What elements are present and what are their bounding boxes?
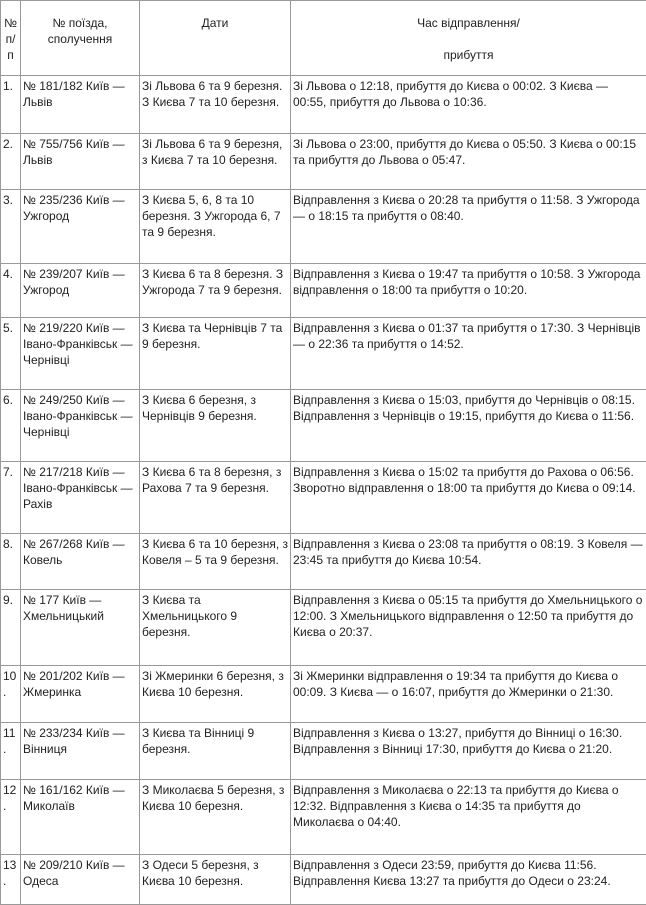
row-time: Відправлення з Києва о 13:27, прибуття до Вінниці о 16:30. Відправлення з Вінниці 17:30, прибуття до Києва о 21:20.: [291, 723, 646, 780]
row-number: 7.: [1, 462, 21, 534]
table-row: [1, 666, 646, 723]
table-row: [1, 190, 646, 264]
row-number: 13.: [1, 855, 21, 905]
header-time-line1: Час відправлення/: [417, 16, 520, 30]
table-row: [1, 462, 646, 534]
row-time: Відправлення з Одеси 23:59, прибуття до Києва 11:56. Відправлення Києва 13:27 та прибуття до Одеси о 23:24.: [291, 855, 646, 905]
row-number: 2.: [1, 134, 21, 190]
table-row: [1, 534, 646, 590]
row-dates: З Києва та Хмельницького 9 березня.: [140, 590, 291, 666]
row-dates: З Києва та Чернівців 7 та 9 березня.: [140, 318, 291, 390]
row-dates: Зі Львова 6 та 9 березня, з Києва 7 та 10 березня.: [140, 134, 291, 190]
row-dates: З Києва 6 та 8 березня, з Рахова 7 та 9 березня.: [140, 462, 291, 534]
row-time: Відправлення з Києва о 15:02 та прибуття до Рахова о 06:56. Зворотно відправлення о 18:00 та прибуття до Києва о 09:14.: [291, 462, 646, 534]
row-dates: Зі Жмеринки 6 березня, з Києва 10 березня.: [140, 666, 291, 723]
table-row: [1, 134, 646, 190]
row-train: № 235/236 Київ — Ужгород: [21, 190, 140, 264]
row-train: № 267/268 Київ — Ковель: [21, 534, 140, 590]
row-time: Відправлення з Києва о 19:47 та прибуття о 10:58. З Ужгорода відправлення о 18:00 та прибуття о 10:20.: [291, 264, 646, 318]
row-dates: З Одеси 5 березня, з Києва 10 березня.: [140, 855, 291, 905]
row-number: 12.: [1, 780, 21, 855]
table-row: [1, 390, 646, 462]
header-dates: Дати: [140, 1, 291, 76]
row-time: Відправлення з Миколаєва о 22:13 та прибуття до Києва о 12:32. Відправлення з Києва о 14:35 та прибуття до Миколаєва о 04:40.: [291, 780, 646, 855]
row-number: 11.: [1, 723, 21, 780]
row-train: № 161/162 Київ — Миколаїв: [21, 780, 140, 855]
row-train: № 217/218 Київ — Івано-Франківськ — Рахів: [21, 462, 140, 534]
table-row: [1, 780, 646, 855]
row-dates: Зі Львова 6 та 9 березня. З Києва 7 та 10 березня.: [140, 76, 291, 134]
row-train: № 181/182 Київ — Львів: [21, 76, 140, 134]
row-dates: З Миколаєва 5 березня, з Києва 10 березня.: [140, 780, 291, 855]
table-row: [1, 855, 646, 905]
row-dates: З Києва та Вінниці 9 березня.: [140, 723, 291, 780]
row-train: № 249/250 Київ — Івано-Франківськ — Чернівці: [21, 390, 140, 462]
row-dates: З Києва 6 березня, з Чернівців 9 березня.: [140, 390, 291, 462]
row-train: № 201/202 Київ — Жмеринка: [21, 666, 140, 723]
row-dates: З Києва 6 та 10 березня, з Ковеля – 5 та 9 березня.: [140, 534, 291, 590]
row-number: 4.: [1, 264, 21, 318]
row-time: Відправлення з Києва о 23:08 та прибуття о 08:19. З Ковеля — 23:45 та прибуття до Києва 10:54.: [291, 534, 646, 590]
row-time: Відправлення з Києва о 20:28 та прибуття о 11:58. З Ужгорода — о 18:15 та прибуття о 08:40.: [291, 190, 646, 264]
row-number: 3.: [1, 190, 21, 264]
row-number: 9.: [1, 590, 21, 666]
row-time: Відправлення з Києва о 01:37 та прибуття о 17:30. З Чернівців — о 22:36 та прибуття о 14:52.: [291, 318, 646, 390]
table-row: [1, 318, 646, 390]
row-number: 10.: [1, 666, 21, 723]
row-time: Зі Жмеринки відправлення о 19:34 та прибуття до Києва о 00:09. З Києва — о 16:07, прибуття до Жмеринки о 21:30.: [291, 666, 646, 723]
row-number: 6.: [1, 390, 21, 462]
row-time: Зі Львова о 12:18, прибуття до Києва о 00:02. З Києва — 00:55, прибуття до Львова о 10:36.: [291, 76, 646, 134]
table-row: [1, 264, 646, 318]
row-train: № 177 Київ — Хмельницький: [21, 590, 140, 666]
table-row: [1, 590, 646, 666]
row-train: № 755/756 Київ — Львів: [21, 134, 140, 190]
row-time: Відправлення з Києва о 15:03, прибуття до Чернівців о 08:15. Відправлення з Чернівців о 19:15, прибуття до Києва о 11:56.: [291, 390, 646, 462]
row-train: № 233/234 Київ — Вінниця: [21, 723, 140, 780]
row-time: Зі Львова о 23:00, прибуття до Києва о 05:50. З Києва о 00:15 та прибуття до Львова о 05:47.: [291, 134, 646, 190]
table-row: [1, 76, 646, 134]
header-time: [291, 1, 646, 76]
table-header-row: [1, 1, 646, 76]
row-number: 1.: [1, 76, 21, 134]
row-train: № 219/220 Київ — Івано-Франківськ — Чернівці: [21, 318, 140, 390]
table-row: [1, 723, 646, 780]
row-number: 8.: [1, 534, 21, 590]
row-dates: З Києва 6 та 8 березня. З Ужгорода 7 та 9 березня.: [140, 264, 291, 318]
row-train: № 209/210 Київ — Одеса: [21, 855, 140, 905]
header-train: № поїзда, сполучення: [21, 1, 140, 76]
row-number: 5.: [1, 318, 21, 390]
row-dates: З Києва 5, 6, 8 та 10 березня. З Ужгорода 6, 7 та 9 березня.: [140, 190, 291, 264]
header-number: № п/п: [1, 1, 21, 76]
row-time: Відправлення з Києва о 05:15 та прибуття до Хмельницького о 12:00. З Хмельницького відправлення о 12:50 та прибуття до Києва о 20:37.: [291, 590, 646, 666]
header-time-line2: прибуття: [443, 48, 494, 62]
row-train: № 239/207 Київ — Ужгород: [21, 264, 140, 318]
